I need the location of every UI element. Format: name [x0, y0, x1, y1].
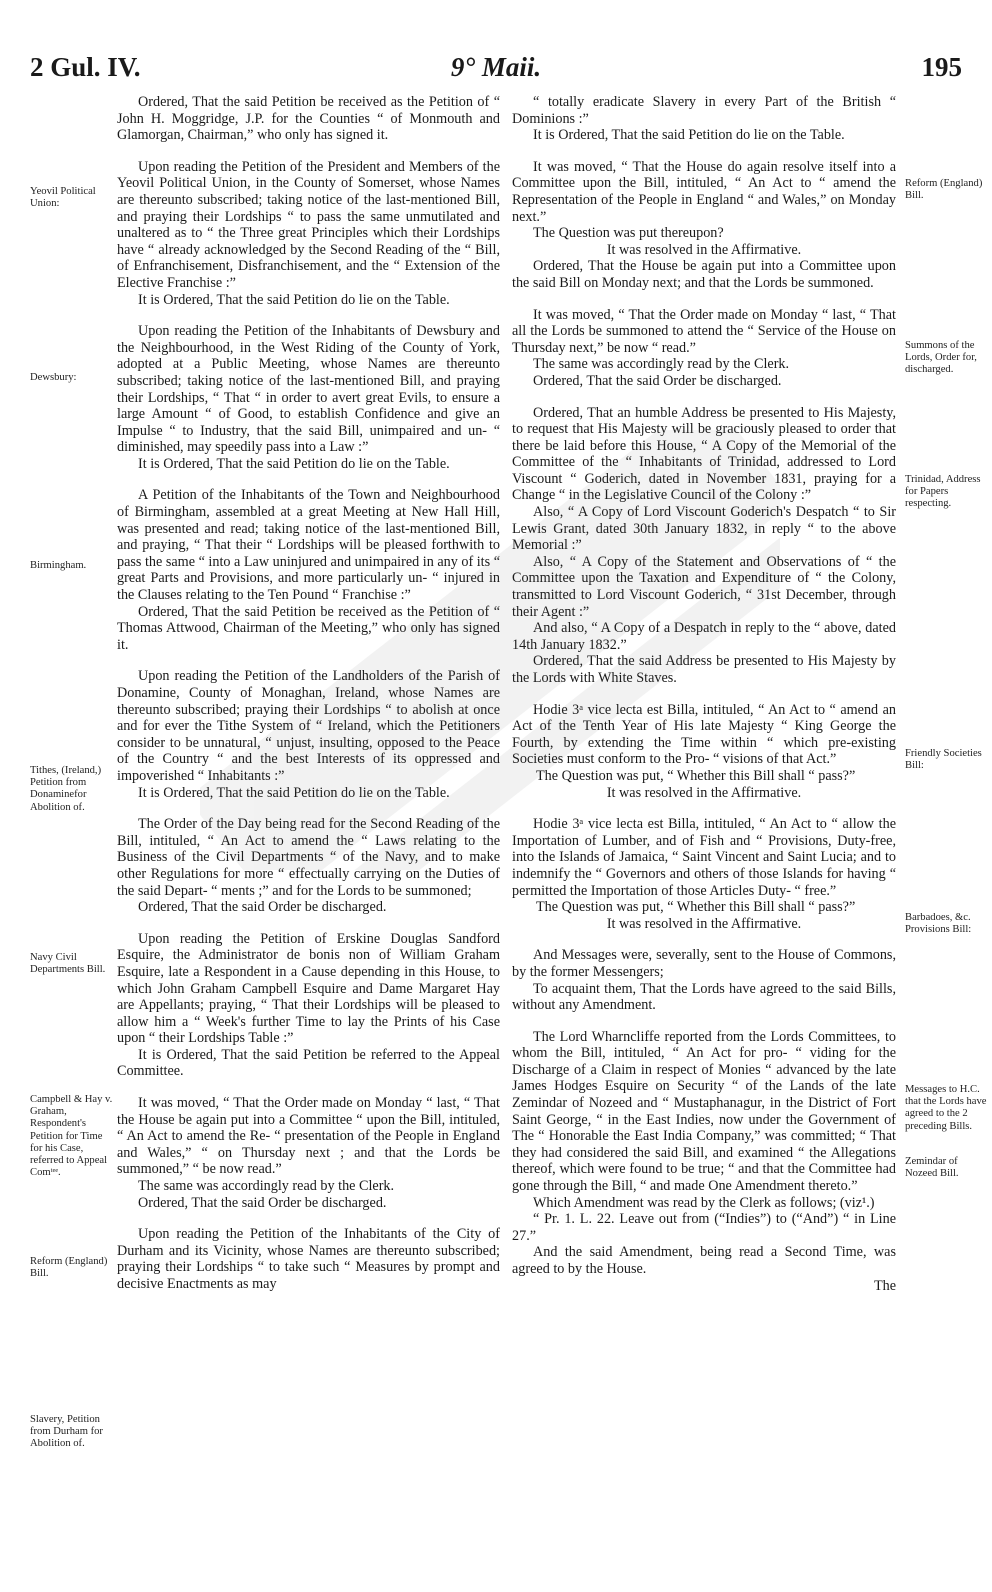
entry-trinidad — [512, 405, 896, 687]
left-column — [117, 94, 500, 1308]
paragraph: Also, “ A Copy of Lord Viscount Goderich's Despatch “ to Sir Lewis Grant, dated 30th January 1832, in reply “ to the above Memorial :” — [512, 504, 896, 554]
entry-friendly-societies — [512, 702, 896, 802]
paragraph: And the said Amendment, being read a Second Time, was agreed to by the House. — [512, 1244, 896, 1277]
paragraph: It was moved, “ That the House do again resolve itself into a Committee upon the Bill, intituled, “ An Act to “ amend the Representation of the People in England “ and Wales,” on Monday next.” — [512, 158, 896, 225]
margin-note: Friendly Societies Bill: — [905, 748, 982, 772]
entry-tithes — [117, 668, 500, 801]
margin-note: Yeovil Political Union: — [30, 186, 96, 210]
paragraph: “ totally eradicate Slavery in every Part of the British “ Dominions :” — [512, 94, 896, 127]
paragraph: The Order of the Day being read for the Second Reading of the Bill, intituled, “ An Act to amend the “ Laws relating to the Business of the Civil Departments “ of the Navy, and to make other Regulations for more “ effectually carrying on the Duties of the said Depart- “ ments ;” and for the Lords to be summoned; — [117, 816, 500, 899]
paragraph: Which Amendment was read by the Clerk as follows; (viz¹.) — [533, 1194, 875, 1211]
resolution-line: It was resolved in the Affirmative. — [606, 784, 802, 801]
margin-note: Reform (England) Bill. — [905, 178, 983, 202]
entry-zemindar — [512, 1029, 896, 1295]
margin-note: Reform (England) Bill. — [30, 1256, 108, 1280]
paragraph: The Lord Wharncliffe reported from the Lords Committees, to whom the Bill, intituled, “ An Act for pro- “ viding for the Discharge of a Claim in respect of Monies “ advanced by the late James Hodges Esquire on Security “ of the Lands of the late Zemindar of Nozeed and “ Mustaphanagur, in the District of Fort Saint George, “ in the East Indies, now under the Government of The “ Honorable the East India Company,” was committed; “ That they had considered the said Bill, and examined “ the Allegations thereof, which were found to be true; “ and that the Committee had gone through the Bill, “ and made One Amendment thereto.” — [512, 1028, 896, 1195]
paragraph: It is Ordered, That the said Petition do lie on the Table. — [533, 127, 845, 144]
entry-reform-motion — [117, 1095, 500, 1211]
entry-barbadoes — [512, 816, 896, 932]
margin-note: Birmingham. — [30, 560, 87, 571]
paragraph: Ordered, That the said Petition be received as the Petition of “ John H. Moggridge, J.P. for the Counties “ of Monmouth and Glamorgan, Chairman,” who only has signed it. — [117, 94, 500, 144]
margin-note: Summons of the Lords, Order for, discharged. — [905, 340, 977, 376]
question-line: The Question was put, “ Whether this Bill shall “ pass?” — [536, 899, 856, 916]
entry-summons — [512, 307, 896, 390]
margin-note: Slavery, Petition from Durham for Abolition of. — [30, 1414, 103, 1450]
entry-reform-committee — [512, 159, 896, 292]
paragraph: It is Ordered, That the said Petition do lie on the Table. — [138, 291, 450, 308]
margin-note: Campbell & Hay v. Graham, Respondent's Petition for Time for his Case, referred to Appeal Comᵗᵉᵉ. — [30, 1094, 113, 1179]
paragraph: The Question was put thereupon? — [533, 225, 724, 242]
margin-note: Trinidad, Address for Papers respecting. — [905, 474, 981, 510]
margin-note: Tithes, (Ireland,) Petition from Donaminefor Abolition of. — [30, 765, 102, 813]
paragraph: Ordered, That the said Address be presented to His Majesty by the Lords with White Staves. — [512, 653, 896, 686]
regnal-year: 2 Gul. IV. — [30, 52, 141, 82]
paragraph: It is Ordered, That the said Petition be referred to the Appeal Committee. — [117, 1046, 500, 1080]
paragraph: Ordered, That the House be again put into a Committee upon the said Bill on Monday next; and that the Lords be summoned. — [512, 258, 896, 291]
paragraph: It is Ordered, That the said Petition do lie on the Table. — [138, 455, 450, 472]
margin-note: Barbadoes, &c. Provisions Bill: — [905, 912, 972, 936]
question-line: The Question was put, “ Whether this Bill shall “ pass?” — [536, 767, 856, 784]
paragraph: “ Pr. 1. L. 22. Leave out from (“Indies”) to (“And”) “ in Line 27.” — [512, 1211, 896, 1244]
page-number: 195 — [921, 52, 962, 82]
paragraph: A Petition of the Inhabitants of the Town and Neighbourhood of Birmingham, assembled at a great Meeting at New Hall Hill, was presented and read; taking notice of the last-mentioned Bill, and praying, “ That their “ Lordships will be pleased forthwith to pass the same “ into a Law uninjured and unimpaired in any of its “ great Parts and Provisions, and more particularly un- “ injured in the Clauses relating to the Ten Pound “ Franchise :” — [117, 487, 500, 604]
paragraph: The same was accordingly read by the Clerk. — [533, 356, 790, 373]
entry-navy — [117, 816, 500, 916]
paragraph: Ordered, That the said Order be discharged. — [138, 1194, 387, 1211]
right-column — [512, 94, 896, 1309]
page-header — [30, 52, 962, 92]
paragraph: Hodie 3ᵃ vice lecta est Billa, intituled, “ An Act to “ amend an Act of the Tenth Year of His late Majesty “ King George the Fourth, by extending the Time within “ which pre-existing Societies must conform to the Pro- “ visions of that Act.” — [512, 701, 896, 768]
paragraph: Upon reading the Petition of Erskine Douglas Sandford Esquire, the Administrator de bonis non of William Graham Esquire, late a Respondent in a Cause depending in this House, to which John Graham Campbell Esquire and Dame Margaret Hay are Appellants; praying, “ That their Lordships will be pleased to allow him a “ Week's further Time to lay the Prints of his Case upon “ their Lordships Table :” — [117, 930, 500, 1047]
paragraph: It was moved, “ That the Order made on Monday “ last, “ That all the Lords be summoned to attend the “ Service of the House on Thursday next,” be now “ read.” — [512, 306, 896, 356]
paragraph: Ordered, That the said Order be discharged. — [138, 899, 387, 916]
entry-dewsbury — [117, 323, 500, 472]
margin-note: Messages to H.C. that the Lords have agreed to the 2 preceding Bills. — [905, 1084, 987, 1132]
resolution-line: It was resolved in the Affirmative. — [606, 915, 802, 932]
paragraph: Hodie 3ᵃ vice lecta est Billa, intituled, “ An Act to “ allow the Importation of Lumber, and of Fish and “ Provisions, Duty-free, into the Islands of Jamaica, “ Saint Vincent and Saint Lucia; and to indemnify the “ Governors and others of those Islands for having “ permitted the Importation of those Articles Duty- “ free.” — [512, 816, 896, 899]
paragraph: It was moved, “ That the Order made on Monday “ last, “ That the House be again put into a Committee “ upon the Bill, intituled, “ An Act to amend the Re- “ presentation of the People in England and Wales,” “ on Thursday next ; and that the Lords be summoned,” “ be now read.” — [117, 1095, 500, 1178]
paragraph: And Messages were, severally, sent to the House of Commons, by the former Messengers; — [512, 947, 896, 980]
resolution-line: It was resolved in the Affirmative. — [606, 241, 802, 258]
paragraph: Ordered, That the said Order be discharged. — [533, 372, 782, 389]
paragraph: Upon reading the Petition of the Inhabitants of Dewsbury and the Neighbourhood, in the West Riding of the County of York, adopted at a Public Meeting, whose Names are thereunto subscribed; taking notice of the last-mentioned Bill, and praying their Lordships, “ That “ in order to avert great Evils, to ensure a large Amount “ of Good, to establish Confidence and give an Impulse “ to Industry, that the said Bill, unimpaired and un- “ diminished, may speedily pass into a Law :” — [117, 323, 500, 456]
margin-note: Navy Civil Departments Bill. — [30, 952, 106, 976]
paragraph: The same was accordingly read by the Clerk. — [138, 1178, 395, 1195]
paragraph: Ordered, That the said Petition be received as the Petition of “ Thomas Attwood, Chairman of the Meeting,” who only has signed it. — [117, 603, 500, 653]
paragraph: Also, “ A Copy of the Statement and Observations of “ the Committee upon the Taxation and Expenditure of “ the Colony, transmitted to Lord Viscount Goderich, “ 31st December, through their Agent :” — [512, 553, 896, 620]
entry-messages — [512, 947, 896, 1013]
paragraph: And also, “ A Copy of a Despatch in reply to the “ above, dated 14th January 1832.” — [512, 620, 896, 653]
paragraph: Upon reading the Petition of the President and Members of the Yeovil Political Union, in the County of Somerset, whose Names are thereunto subscribed; taking notice of the last-mentioned Bill, and praying their Lordships “ to pass the same unmutilated and unaltered as to “ the Three great Principles which their Lordships have “ already acknowledged by the Second Reading of the “ Bill, of Enfranchisement, Disfranchisement, and the “ Extension of the Elective Franchise :” — [117, 158, 500, 291]
date-heading: 9° Maii. — [450, 52, 542, 82]
paragraph: It is Ordered, That the said Petition do lie on the Table. — [138, 784, 450, 801]
paragraph: Upon reading the Petition of the Landholders of the Parish of Donamine, County of Monaghan, Ireland, whose Names are thereunto subscribed; praying their Lordships “ to abolish at once and for ever the Tithe System of “ Ireland, which the Petitioners consider to be unnatural, “ unjust, insulting, opposed to the Peace of the Country “ and the best Interests of its oppressed and impoverished “ Inhabitants :” — [117, 668, 500, 784]
paragraph: Upon reading the Petition of the Inhabitants of the City of Durham and its Vicinity, whose Names are thereunto subscribed; praying their Lordships “ to take such “ Measures by prompt and decisive Enactments as may — [117, 1226, 500, 1292]
entry-campbell-hay — [117, 931, 500, 1080]
catchword: The — [873, 1277, 896, 1294]
entry-slavery — [117, 1226, 500, 1292]
entry-slavery-cont — [512, 94, 896, 144]
paragraph: To acquaint them, That the Lords have agreed to the said Bills, without any Amendment. — [512, 980, 896, 1014]
margin-note: Dewsbury: — [30, 372, 77, 383]
entry-birmingham — [117, 487, 500, 653]
margin-note: Zemindar of Nozeed Bill. — [905, 1156, 959, 1180]
entry-yeovil — [117, 159, 500, 308]
paragraph: Ordered, That an humble Address be presented to His Majesty, to request that His Majesty will be graciously pleased to order that there be laid before this House, “ A Copy of the Memorial of the Committee of the “ Inhabitants of Trinidad, addressed to Lord Viscount “ Goderich, dated in November 1831, praying for a Change “ in the Legislative Council of the Colony :” — [512, 404, 896, 504]
entry-moggridge — [117, 94, 500, 144]
